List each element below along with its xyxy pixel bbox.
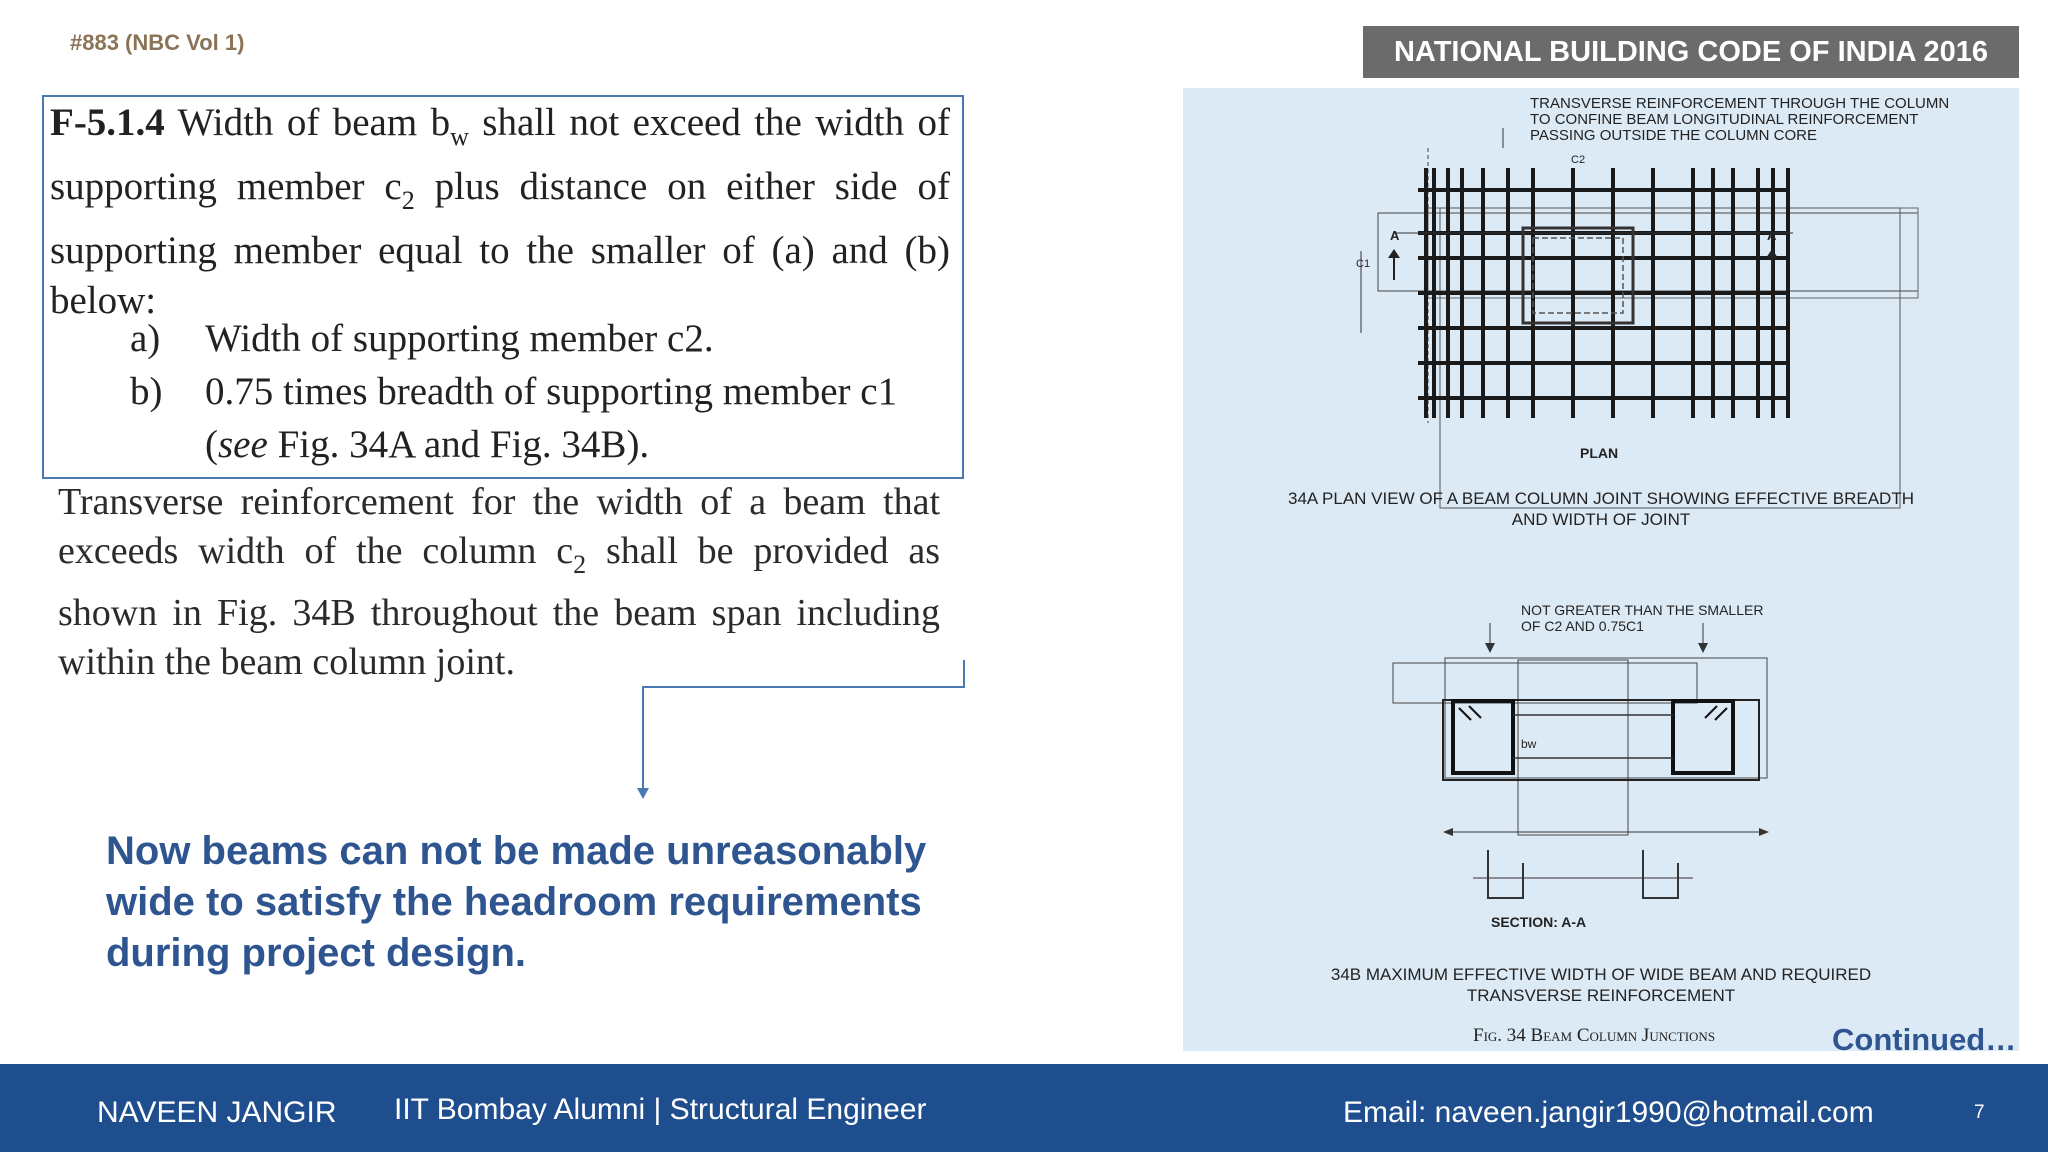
footer-email: Email: naveen.jangir1990@hotmail.com [1343,1096,1874,1129]
item-label: a) [130,317,161,360]
footer-name: NAVEEN JANGIR [97,1096,337,1129]
item-subscript: 2 [684,317,704,360]
plan-label: PLAN [1580,445,1619,461]
slide-reference: #883 (NBC Vol 1) [70,30,245,55]
figure-title: Fig. 34 Beam Column Junctions [1473,1025,1716,1046]
item-text: Width of supporting member c [205,317,685,360]
footer-tagline: IIT Bombay Alumni | Structural Engineer [394,1093,927,1126]
clause-number: F-5.1.4 [50,101,165,144]
label-bw: bw [1521,737,1537,751]
caption-34b: 34B MAXIMUM EFFECTIVE WIDTH OF WIDE BEAM AND REQUIRED TRANSVERSE REINFORCEMENT [1330,965,1872,1005]
para-subscript: 2 [573,550,587,579]
item-text: 0.75 times breadth of supporting member c [205,370,878,413]
caption-34a: 34A PLAN VIEW OF A BEAM COLUMN JOINT SHOWING EFFECTIVE BREADTH AND WIDTH OF JOINT [1288,489,1914,529]
subscript-2: 2 [401,186,415,215]
clause-text-a: Width of beam b [164,101,451,144]
label-a-left: A [1390,228,1400,243]
figure-34 [1183,88,2019,1051]
item-label: b) [130,370,163,413]
item-tail: . [703,317,714,360]
para-part2: shall be provided as shown in Fig. 34B throughout the beam span including within the beam column joint. [58,530,940,683]
clause-text-c: plus distance on either side of supporting member equal to the smaller of (a) and (b) below: [50,165,950,322]
ref-tail: Fig. 34A and Fig. 34B). [267,423,650,466]
label-c2: C2 [1571,154,1586,166]
clause-text-b: shall not exceed the width of supporting member c [50,101,950,208]
para-part1: Transverse reinforcement for the width of a beam that exceeds width of the column c [58,481,940,572]
section-note: NOT GREATER THAN THE SMALLER OF C2 AND 0.75C1 [1521,602,1764,634]
title-banner: NATIONAL BUILDING CODE OF INDIA 2016 [1363,26,2019,78]
clause-item-b: b) 0.75 times breadth of supporting member c1 (see Fig. 34A and Fig. 34B). [130,365,950,471]
section-label: SECTION: A-A [1491,914,1587,930]
footer-bar [0,1064,2048,1152]
plan-drawing [1183,88,2019,1051]
callout-text: Now beams can not be made unreasonably wide to satisfy the headroom requirements during project design. [106,829,927,975]
ref-see: see [218,423,268,466]
figure-top-note: TRANSVERSE REINFORCEMENT THROUGH THE COLUMN TO CONFINE BEAM LONGITUDINAL REINFORCEMENT PASSING OUTSIDE THE COLUMN CORE [1530,95,1950,144]
page-number: 7 [1974,1102,1985,1123]
subscript-w: w [450,122,469,151]
item-subscript: 1 [877,370,898,413]
label-a-right: A [1767,228,1777,243]
continued-label: Continued… [1832,1022,2017,1057]
label-c1: C1 [1356,258,1371,270]
